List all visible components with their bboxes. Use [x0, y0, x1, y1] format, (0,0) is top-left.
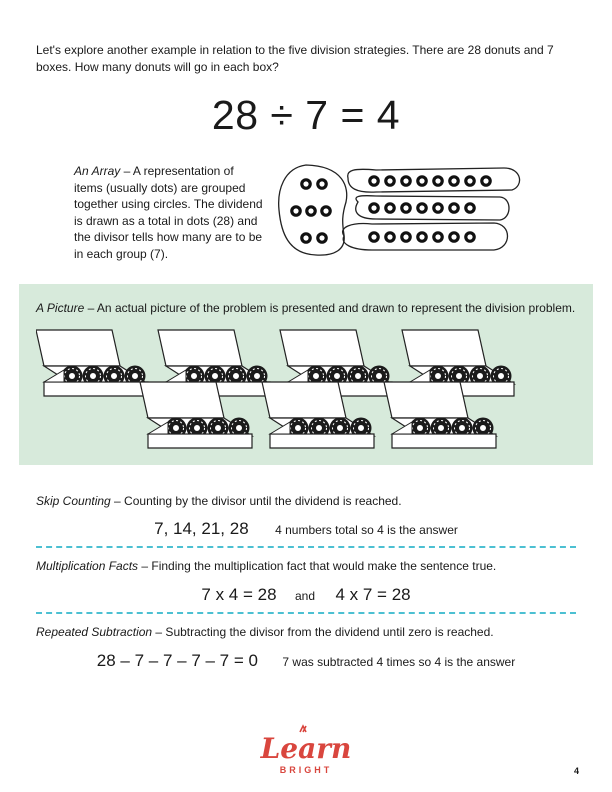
logo-word-bright: BRIGHT [279, 765, 333, 775]
subtraction-note: 7 was subtracted 4 times so 4 is the answer [282, 655, 516, 669]
dashed-divider-2 [36, 612, 576, 614]
picture-term: A Picture [36, 301, 85, 315]
multiplication-term: Multiplication Facts [36, 559, 139, 573]
multiplication-text: – Finding the multiplication fact that would make the sentence true. [138, 559, 497, 573]
array-term: An Array [74, 164, 121, 178]
multiplication-fact-2: 4 x 7 = 28 [335, 585, 411, 604]
multiplication-description [36, 558, 581, 574]
subtraction-description [36, 624, 581, 640]
multiplication-joiner: and [294, 589, 316, 603]
array-dots-illustration [276, 160, 531, 260]
multiplication-example-row [0, 585, 612, 605]
array-text: – A representation of items (usually dots) are grouped together using circles. The dividend is drawn as a total in dots (28) and the divisor tells how many are to be in each group (7). [74, 164, 263, 261]
skip-counting-example-row [0, 519, 612, 539]
skip-counting-description [36, 493, 581, 509]
dashed-divider-1 [36, 546, 576, 548]
logo-word-learn: Learn [260, 732, 352, 765]
group-loop-left [279, 165, 347, 255]
division-equation: 28 ÷ 7 = 4 [211, 92, 401, 138]
multiplication-fact-1: 7 x 4 = 28 [201, 585, 277, 604]
picture-description [36, 300, 581, 316]
donut-box-1 [36, 330, 148, 396]
skip-counting-example: 7, 14, 21, 28 [154, 519, 249, 538]
array-dots [292, 177, 490, 242]
picture-text: – An actual picture of the problem is presented and drawn to represent the division problem. [84, 301, 576, 315]
page-number: 4 [574, 766, 580, 776]
array-description [74, 163, 264, 262]
learn-bright-logo [250, 722, 362, 782]
skip-counting-note: 4 numbers total so 4 is the answer [275, 523, 458, 537]
intro-paragraph: Let's explore another example in relation to the five division strategies. There are 28 donuts and 7 boxes. How many donuts will go in each box? [36, 43, 554, 74]
subtraction-text: – Subtracting the divisor from the dividend until zero is reached. [152, 625, 494, 639]
skip-counting-text: – Counting by the divisor until the dividend is reached. [110, 494, 402, 508]
subtraction-example: 28 – 7 – 7 – 7 – 7 = 0 [96, 651, 258, 670]
skip-counting-term: Skip Counting [36, 494, 111, 508]
subtraction-example-row [0, 651, 612, 671]
subtraction-term: Repeated Subtraction [36, 625, 153, 639]
donut-boxes-illustration [36, 326, 556, 452]
